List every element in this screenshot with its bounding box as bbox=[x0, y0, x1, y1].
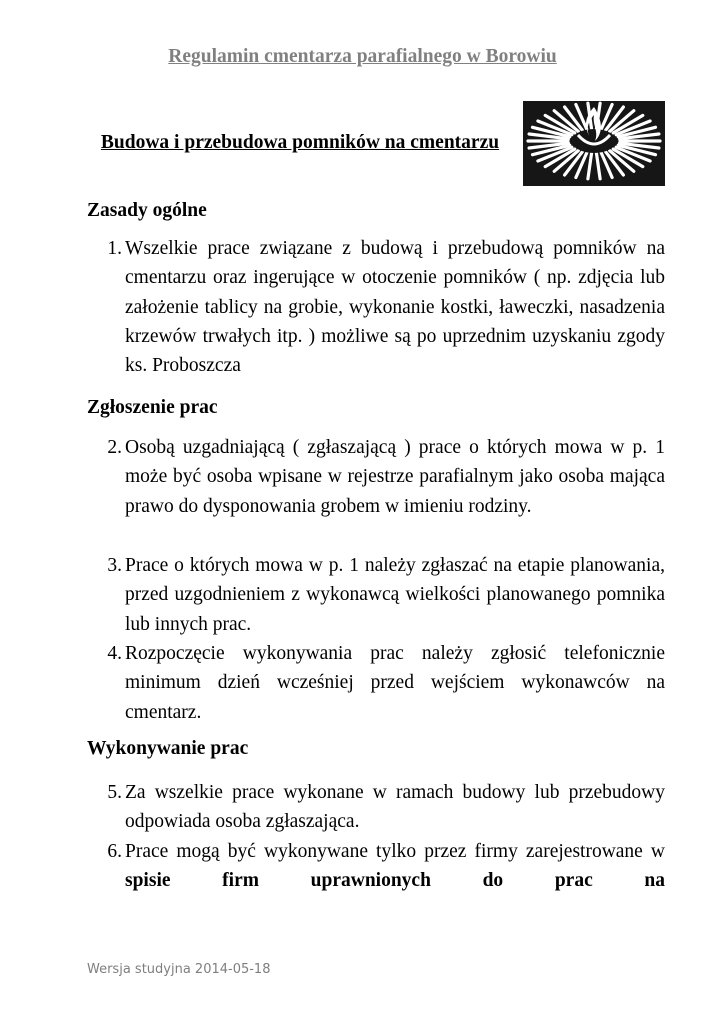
section-heading-reporting: Zgłoszenie prac bbox=[87, 397, 218, 418]
list-item bbox=[87, 778, 665, 837]
list-item bbox=[87, 433, 665, 521]
parish-logo bbox=[523, 101, 665, 186]
logo-center bbox=[572, 129, 616, 153]
list-item-text bbox=[125, 837, 665, 896]
flame-rays-logo-icon bbox=[523, 101, 665, 186]
document-header-title: Regulamin cmentarza parafialnego w Borowiu bbox=[168, 46, 557, 67]
list-item-number: 1. bbox=[107, 238, 122, 259]
list-item bbox=[87, 837, 665, 896]
list-item bbox=[87, 551, 665, 639]
list-item-text: Za wszelkie prace wykonane w ramach budowy lub przebudowy odpowiada osoba zgłaszająca. bbox=[125, 782, 665, 833]
list-item-number: 2. bbox=[107, 437, 122, 458]
list-item-text: Wszelkie prace związane z budową i przebudową pomników na cmentarzu oraz ingerujące w otoczenie pomników ( np. zdjęcia lub założenie tablicy na grobie, wykonanie kostki, ławeczki, nasadzenia krzewów trwałych itp. ) możliwe są po uprzednim uzyskaniu zgody ks. Proboszcza bbox=[125, 238, 665, 377]
document-title: Budowa i przebudowa pomników na cmentarzu bbox=[100, 132, 500, 153]
list-item bbox=[87, 234, 665, 380]
logo-ray bbox=[588, 153, 592, 179]
section-heading-execution: Wykonywanie prac bbox=[87, 738, 249, 759]
list-item-text: Osobą uzgadniającą ( zgłaszającą ) prace o których mowa w p. 1 może być osoba wpisane w rejestrze parafialnym jako osoba mająca prawo do dysponowania grobem w imieniu rodziny. bbox=[125, 437, 665, 517]
logo-ray bbox=[596, 153, 600, 179]
list-item-text-plain: Prace mogą być wykonywane tylko przez firmy zarejestrowane w bbox=[125, 841, 665, 862]
list-item-number: 5. bbox=[107, 782, 122, 803]
list-item-number: 3. bbox=[107, 555, 122, 576]
section-heading-general: Zasady ogólne bbox=[87, 200, 207, 221]
list-item-number: 4. bbox=[107, 643, 122, 664]
list-item-text: Rozpoczęcie wykonywania prac należy zgłosić telefonicznie minimum dzień wcześniej przed wejściem wykonawców na cmentarz. bbox=[125, 643, 665, 723]
list-item-number: 6. bbox=[107, 841, 122, 862]
list-item-text-bold: spisie firm uprawnionych do prac na bbox=[125, 870, 665, 892]
footer-version: Wersja studyjna 2014-05-18 bbox=[87, 962, 271, 977]
list-item-text: Prace o których mowa w p. 1 należy zgłaszać na etapie planowania, przed uzgodnieniem z wykonawcą wielkości planowanego pomnika lub innych prac. bbox=[125, 555, 665, 635]
list-item bbox=[87, 639, 665, 727]
